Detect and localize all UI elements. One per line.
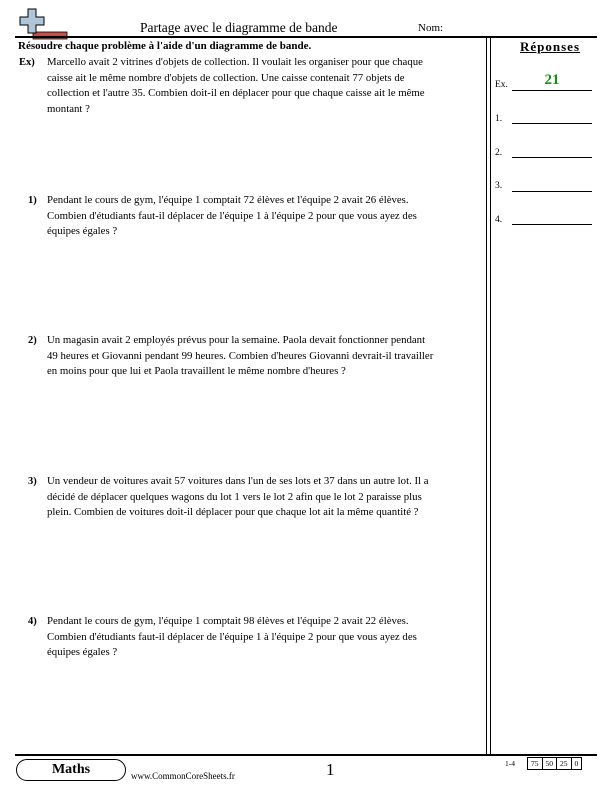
problem-line: plein. Combien de voitures doit-il déplacer pour que chaque lot ait la même quantité ? bbox=[47, 506, 419, 519]
problem-line: Combien d'étudiants faut-il déplacer de l'équipe 1 à l'équipe 2 pour que vous ayez des bbox=[47, 209, 417, 222]
problem-line: en moins pour que lui et Paola travaillent le même nombre d'heures ? bbox=[47, 365, 346, 378]
problem-line: équipes égales ? bbox=[47, 646, 118, 659]
header-rule bbox=[15, 36, 597, 38]
answer-field-2[interactable] bbox=[512, 157, 592, 158]
answer-field-4[interactable] bbox=[512, 224, 592, 225]
problem-line: Marcello avait 2 vitrines d'objets de collection. Il voulait les organiser pour que chaque bbox=[47, 56, 423, 68]
problem-line: Combien d'étudiants faut-il déplacer de l'équipe 1 à l'équipe 2 pour que vous ayez des bbox=[47, 630, 417, 643]
score-cell: 0 bbox=[571, 758, 582, 770]
problem-line: équipes égales ? bbox=[47, 225, 118, 238]
example-answer: 21 bbox=[544, 72, 560, 88]
footer-rule bbox=[15, 754, 597, 756]
website-link[interactable]: www.CommonCoreSheets.fr bbox=[131, 771, 235, 781]
problem-line: caisse ait le même nombre d'objets de collection. Une caisse contenait 77 objets de bbox=[47, 71, 405, 84]
answer-label-example: Ex. bbox=[495, 80, 508, 90]
score-cell: 50 bbox=[542, 758, 557, 770]
answer-field-3[interactable] bbox=[512, 191, 592, 192]
problem-number: 2) bbox=[28, 335, 37, 346]
problem-text bbox=[47, 193, 481, 240]
problem-line: Pendant le cours de gym, l'équipe 1 comptait 72 élèves et l'équipe 2 avait 26 élèves. bbox=[47, 194, 409, 206]
problem-number: 1) bbox=[28, 195, 37, 206]
worksheet-title: Partage avec le diagramme de bande bbox=[140, 20, 338, 35]
logo-icon bbox=[15, 6, 71, 40]
column-divider bbox=[486, 36, 491, 754]
answer-label-4: 4. bbox=[495, 215, 503, 225]
answer-line-example bbox=[512, 90, 592, 91]
answer-label-1: 1. bbox=[495, 114, 503, 124]
subject-badge: Maths bbox=[16, 759, 126, 781]
score-range: 1-4 bbox=[505, 759, 515, 768]
problem-line: décidé de déplacer quelques wagons du lot 1 vers le lot 2 afin que le lot 2 paraisse plus bbox=[47, 490, 422, 503]
problem-number: 4) bbox=[28, 616, 37, 627]
problem-number: 3) bbox=[28, 476, 37, 487]
answers-title: Réponses bbox=[520, 39, 581, 54]
answer-field-1[interactable] bbox=[512, 123, 592, 124]
problem-number: Ex) bbox=[19, 57, 35, 68]
answer-label-2: 2. bbox=[495, 148, 503, 158]
answer-label-3: 3. bbox=[495, 181, 503, 191]
problem-text bbox=[47, 333, 481, 380]
problem-line: Pendant le cours de gym, l'équipe 1 comptait 98 élèves et l'équipe 2 avait 22 élèves. bbox=[47, 615, 409, 627]
problem-text bbox=[47, 55, 481, 117]
instructions: Résoudre chaque problème à l'aide d'un diagramme de bande. bbox=[18, 40, 312, 52]
page-number: 1 bbox=[326, 760, 335, 779]
problem-line: montant ? bbox=[47, 102, 90, 115]
problem-text bbox=[47, 474, 481, 521]
problem-line: collection et l'autre 35. Combien doit-il en déplacer pour que chaque caisse ait le même bbox=[47, 87, 425, 100]
problem-text bbox=[47, 614, 481, 661]
problem-line: Un magasin avait 2 employés prévus pour la semaine. Paola devait fonctionner pendant bbox=[47, 334, 426, 346]
problem-line: 49 heures et Giovanni pendant 99 heures. Combien d'heures Giovanni devrait-il travailler bbox=[47, 349, 434, 362]
score-table bbox=[527, 757, 582, 770]
score-cell: 25 bbox=[557, 758, 572, 770]
problem-line: Un vendeur de voitures avait 57 voitures dans l'un de ses lots et 37 dans un autre lot. Il a bbox=[47, 475, 429, 487]
score-cell: 75 bbox=[528, 758, 543, 770]
name-label: Nom: bbox=[418, 22, 444, 34]
